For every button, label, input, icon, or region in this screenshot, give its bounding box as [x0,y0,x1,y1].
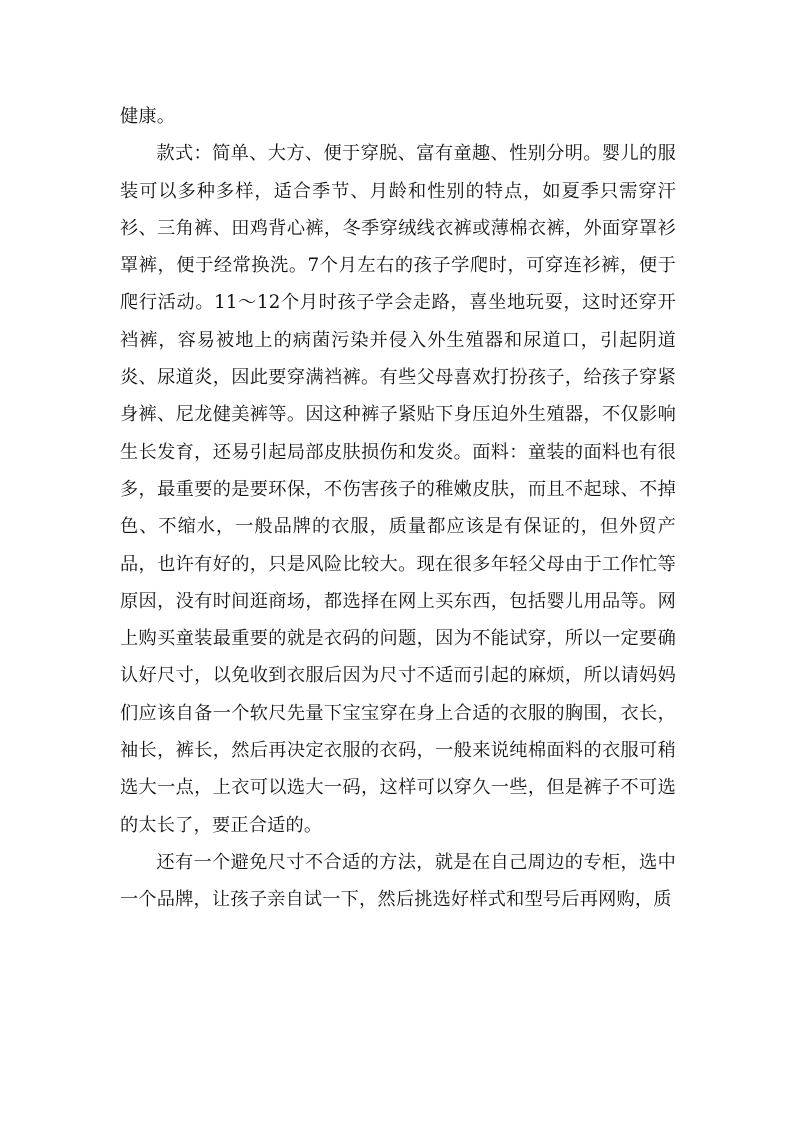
paragraph-style-and-fabric: 款式：简单、大方、便于穿脱、富有童趣、性别分明。婴儿的服装可以多种多样，适合季节、月龄和性别的特点，如夏季只需穿汗衫、三角裤、田鸡背心裤，冬季穿绒线衣裤或薄棉衣裤，外面穿罩衫罩裤，便于经常换洗。7个月左右的孩子学爬时，可穿连衫裤，便于爬行活动。11～12个月时孩子学会走路，喜坐地玩耍，这时还穿开裆裤，容易被地上的病菌污染并侵入外生殖器和尿道口，引起阴道炎、尿道炎，因此要穿满裆裤。有些父母喜欢打扮孩子，给孩子穿紧身裤、尼龙健美裤等。因这种裤子紧贴下身压迫外生殖器，不仅影响生长发育，还易引起局部皮肤损伤和发炎。面料：童装的面料也有很多，最重要的是要环保，不伤害孩子的稚嫩皮肤，而且不起球、不掉色、不缩水，一般品牌的衣服，质量都应该是有保证的，但外贸产品，也许有好的，只是风险比较大。现在很多年轻父母由于工作忙等原因，没有时间逛商场，都选择在网上买东西，包括婴儿用品等。网上购买童装最重要的就是衣码的问题，因为不能试穿，所以一定要确认好尺寸，以免收到衣服后因为尺寸不适而引起的麻烦，所以请妈妈们应该自备一个软尺先量下宝宝穿在身上合适的衣服的胸围，衣长，袖长，裤长，然后再决定衣服的衣码，一般来说纯棉面料的衣服可稍选大一点，上衣可以选大一码，这样可以穿久一些，但是裤子不可选的太长了，要正合适的。 [120,143,676,836]
paragraph-size-tip: 还有一个避免尺寸不合适的方法，就是在自己周边的专柜，选中一个品牌，让孩子亲自试一下，然后挑选好样式和型号后再网购，质 [120,851,676,911]
paragraph-continuation: 健康。 [120,106,176,127]
body-text [120,98,676,919]
